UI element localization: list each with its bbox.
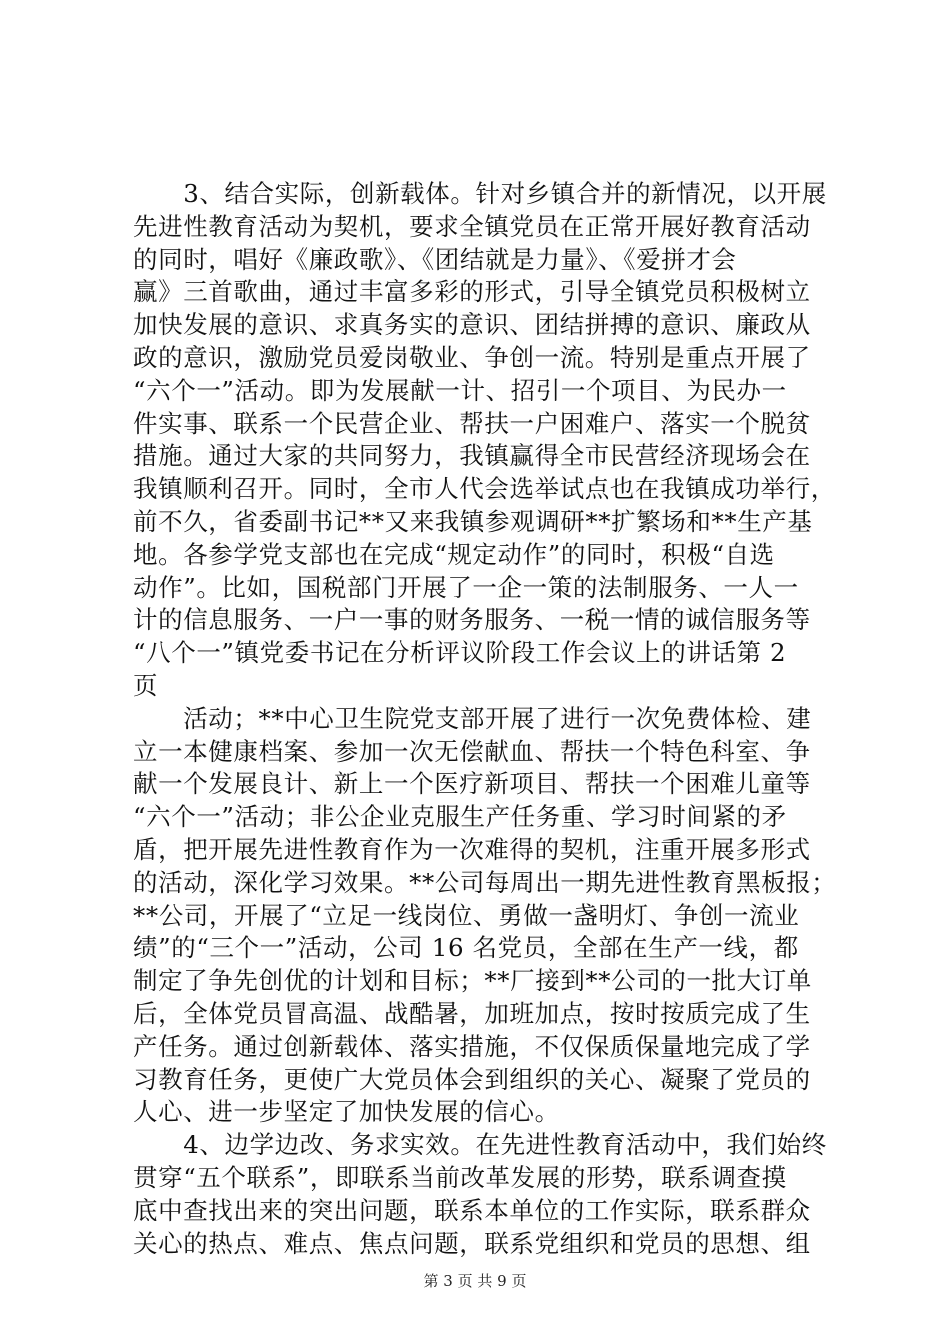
text-line: 底中查找出来的突出问题，联系本单位的工作实际，联系群众	[133, 1195, 811, 1225]
text-line: “六个一”活动；非公企业克服生产任务重、学习时间紧的矛	[133, 802, 787, 832]
text-line: 3、结合实际，创新载体。针对乡镇合并的新情况，以开展	[133, 179, 827, 208]
text-line: 的同时，唱好《廉政歌》、《团结就是力量》、《爱拼才会	[133, 244, 737, 274]
text-line: 件实事、联系一个民营企业、帮扶一户困难户、落实一个脱贫	[133, 408, 811, 438]
text-line: “六个一”活动。即为发展献一计、招引一个项目、为民办一	[133, 375, 787, 405]
text-line: 我镇顺利召开。同时，全市人代会选举试点也在我镇成功举行，	[133, 474, 836, 504]
body-text	[133, 178, 837, 1260]
text-line: 绩”的“三个一”活动，公司 16 名党员，全部在生产一线，都	[133, 933, 799, 963]
text-line: 页	[133, 670, 159, 700]
text-line: **公司，开展了“立足一线岗位、勇做一盏明灯、争创一流业	[133, 900, 800, 930]
text-line: 加快发展的意识、求真务实的意识、团结拼搏的意识、廉政从	[133, 310, 811, 340]
text-line: 贯穿“五个联系”，即联系当前改革发展的形势，联系调查摸	[133, 1162, 787, 1192]
text-line: 关心的热点、难点、焦点问题，联系党组织和党员的思想、组	[133, 1228, 811, 1258]
text-line: 产任务。通过创新载体、落实措施，不仅保质保量地完成了学	[133, 1031, 811, 1061]
text-line: 盾，把开展先进性教育作为一次难得的契机，注重开展多形式	[133, 834, 811, 864]
text-line: 地。各参学党支部也在完成“规定动作”的同时，积极“自选	[133, 539, 775, 569]
text-line: 后，全体党员冒高温、战酷暑，加班加点，按时按质完成了生	[133, 998, 811, 1028]
text-line: 的活动，深化学习效果。**公司每周出一期先进性教育黑板报；	[133, 867, 837, 897]
text-line: 前不久，省委副书记**又来我镇参观调研**扩繁场和**生产基	[133, 506, 813, 536]
text-line: 赢》三首歌曲，通过丰富多彩的形式，引导全镇党员积极树立	[133, 277, 811, 307]
text-line: 习教育任务，更使广大党员体会到组织的关心、凝聚了党员的	[133, 1064, 811, 1094]
text-line: 人心、进一步坚定了加快发展的信心。	[133, 1097, 560, 1127]
page-footer: 第 3 页 共 9 页	[423, 1272, 527, 1290]
text-line: 先进性教育活动为契机，要求全镇党员在正常开展好教育活动	[133, 211, 811, 241]
text-line: 活动；**中心卫生院党支部开展了进行一次免费体检、建	[133, 703, 812, 733]
text-line: 计的信息服务、一户一事的财务服务、一税一情的诚信服务等	[133, 605, 811, 635]
text-line: 措施。通过大家的共同努力，我镇赢得全市民营经济现场会在	[133, 441, 811, 471]
text-line: 立一本健康档案、参加一次无偿献血、帮扶一个特色科室、争	[133, 736, 811, 766]
text-line: 政的意识，激励党员爱岗敬业、争创一流。特别是重点开展了	[133, 342, 811, 372]
text-line: 4、边学边改、务求实效。在先进性教育活动中，我们始终	[133, 1130, 827, 1160]
text-line: 制定了争先创优的计划和目标；**厂接到**公司的一批大订单	[133, 966, 812, 996]
text-line: 动作”。比如，国税部门开展了一企一策的法制服务、一人一	[133, 572, 799, 602]
text-line: 献一个发展良计、新上一个医疗新项目、帮扶一个困难儿童等	[133, 769, 811, 799]
text-line: “八个一”镇党委书记在分析评议阶段工作会议上的讲话第 2	[133, 638, 787, 668]
